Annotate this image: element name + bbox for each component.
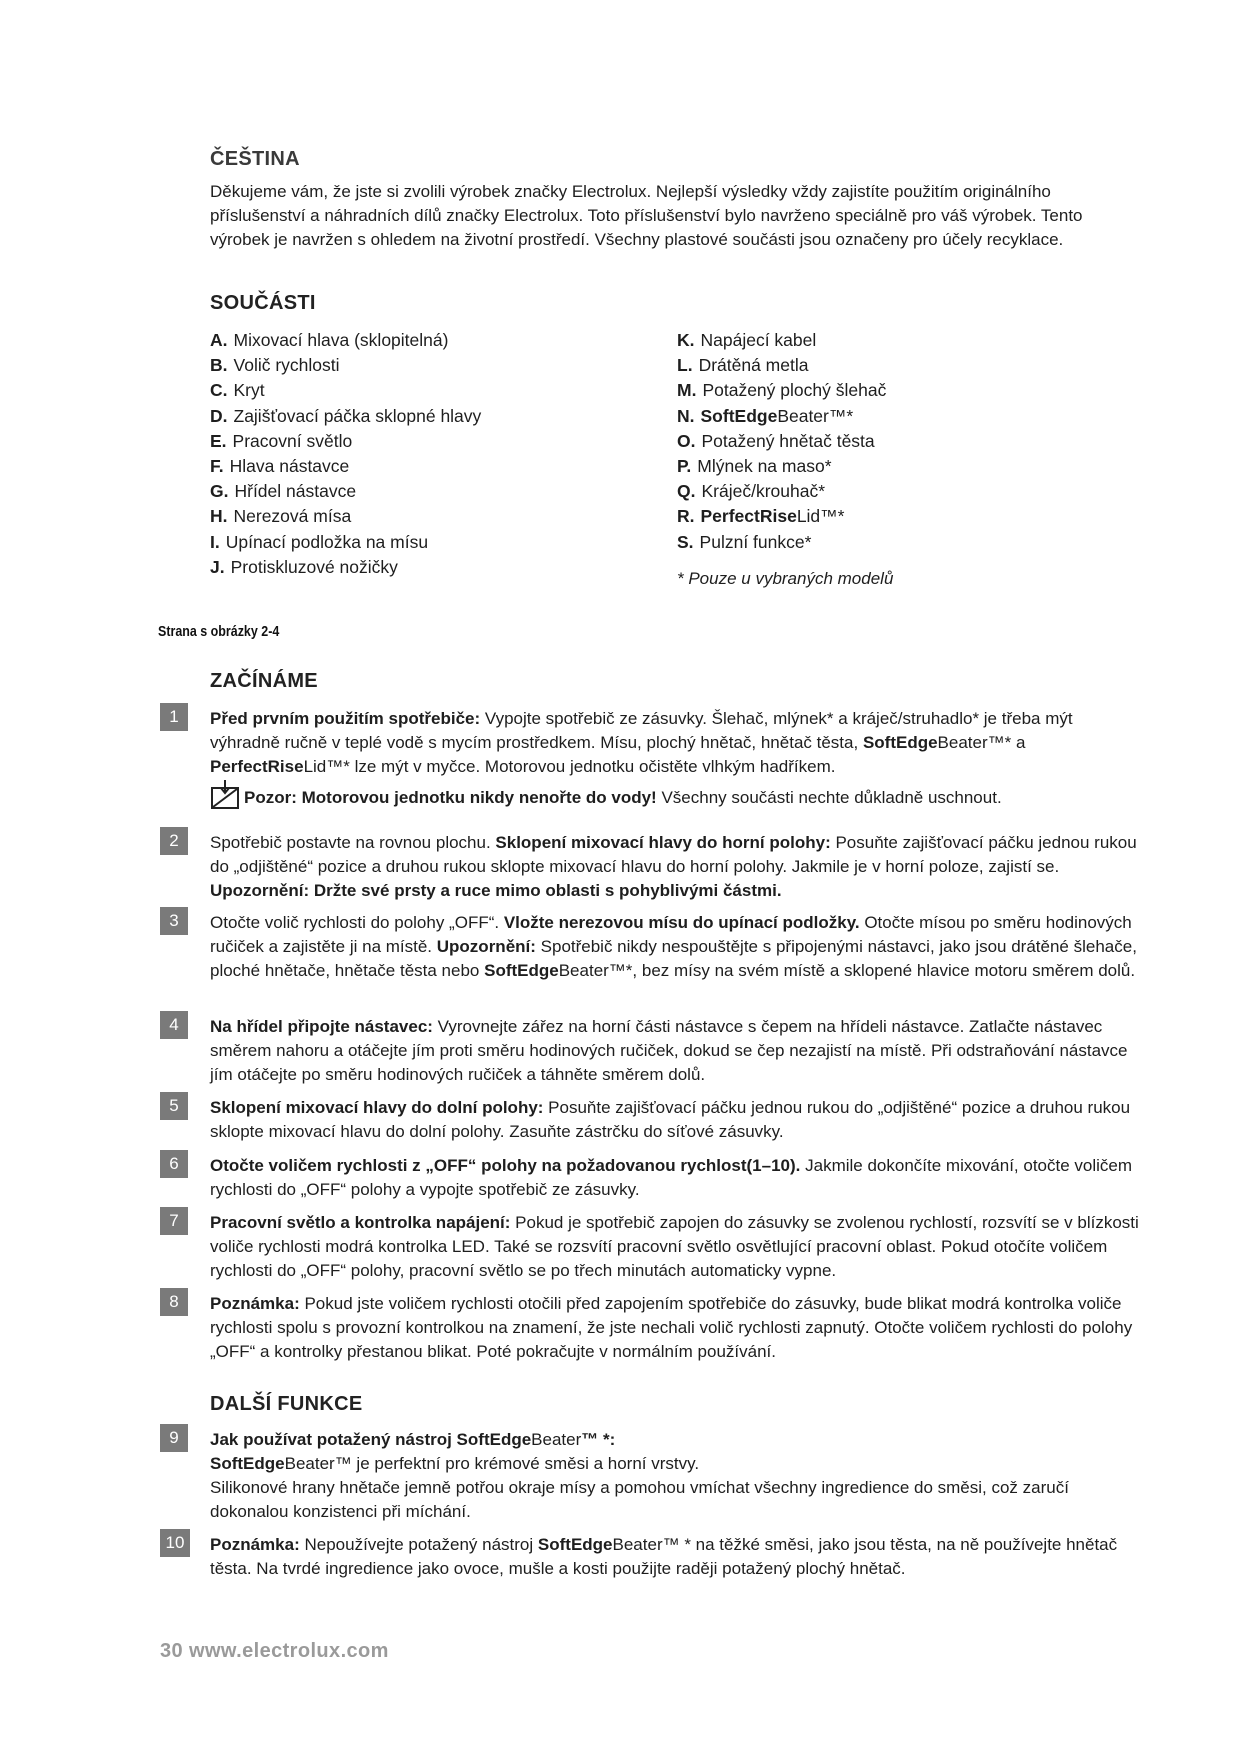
part-item: S. Pulzní funkce*: [677, 531, 812, 552]
step-text: Otočte voličem rychlosti z „OFF“ polohy na požadovanou rychlost(1–10). Jakmile dokončíte mixování, otočte voličem rychlosti do „OFF“ polohy a vypojte spotřebič ze zásuvky.: [210, 1156, 1133, 1199]
step-number-badge: 10: [160, 1529, 190, 1557]
step-text: Jak používat potažený nástroj SoftEdgeBeater™ *: SoftEdgeBeater™ je perfektní pro krémové směsi a horní vrstvy. Silikonové hrany hnětače jemně potřou okraje mísy a pomohou vmíchat všechny ingredience do směsi, což zaručí dokonalou konzistenci při míchání.: [210, 1430, 1069, 1521]
figures-page-label: Strana s obrázky 2-4: [158, 624, 280, 640]
step-number-badge: 3: [160, 907, 188, 935]
parts-list-left: [210, 328, 650, 580]
language-heading: ČEŠTINA: [210, 148, 300, 170]
step-text: Spotřebič postavte na rovnou plochu. Sklopení mixovací hlavy do horní polohy: Posuňte zajišťovací páčku jednou rukou do „odjištěné“ pozice a druhou rukou sklopte mixovací hlavu do horní polohy. Jakmile je v horní poloze, zajistí se. Upozornění: Držte své prsty a ruce mimo oblasti s pohyblivými částmi.: [210, 833, 1137, 900]
part-item: C. Kryt: [210, 380, 265, 401]
part-item: Q. Kráječ/krouhač*: [677, 481, 826, 502]
part-item: N. SoftEdgeBeater™*: [677, 405, 854, 426]
part-item: L. Drátěná metla: [677, 355, 809, 376]
step-number-badge: 5: [160, 1092, 188, 1120]
step-text: Poznámka: Pokud jste voličem rychlosti otočili před zapojením spotřebiče do zásuvky, bude blikat modrá kontrolka voliče rychlosti spolu s provozní kontrolkou na znamení, že jste nechali volič rychlosti zapnutý. Otočte voličem rychlosti do polohy „OFF“ a kontrolky přestanou blikat. Poté pokračujte v normálním používání.: [210, 1294, 1133, 1361]
parts-footnote: * Pouze u vybraných modelů: [677, 568, 894, 588]
step-number-badge: 1: [160, 703, 188, 731]
part-item: A. Mixovací hlava (sklopitelná): [210, 330, 449, 350]
part-item: D. Zajišťovací páčka sklopné hlavy: [210, 405, 482, 426]
getting-started-heading: ZAČÍNÁME: [210, 670, 318, 692]
part-item: E. Pracovní světlo: [210, 430, 353, 451]
parts-list-right: [677, 328, 1117, 589]
step-number-badge: 2: [160, 827, 188, 855]
page-footer: 30 www.electrolux.com: [160, 1640, 389, 1662]
step-number-badge: 9: [160, 1424, 188, 1452]
step-text: Pracovní světlo a kontrolka napájení: Pokud je spotřebič zapojen do zásuvky se zvolenou rychlostí, rozsvítí se v blízkosti voliče rychlosti modrá kontrolka LED. Také se rozsvítí pracovní světlo osvětlující pracovní oblast. Pokud otočíte voličem rychlosti do „OFF“ polohy, pracovní světlo se po třech minutách automaticky vypne.: [210, 1213, 1139, 1280]
part-item: I. Upínací podložka na mísu: [210, 531, 429, 552]
step-number-badge: 8: [160, 1288, 188, 1316]
part-item: J. Protiskluzové nožičky: [210, 556, 398, 577]
step-text: Sklopení mixovací hlavy do dolní polohy: Posuňte zajišťovací páčku jednou rukou do „odjištěné“ pozice a druhou rukou sklopte mixovací hlavu do dolní polohy. Zasuňte zástrčku do síťové zásuvky.: [210, 1098, 1131, 1141]
step-text: Poznámka: Nepoužívejte potažený nástroj SoftEdgeBeater™ * na těžké směsi, jako jsou těsta, na ně používejte hnětač těsta. Na tvrdé ingredience jako ovoce, mušle a kosti použijte raději potažený plochý hnětač.: [210, 1535, 1118, 1578]
part-item: M. Potažený plochý šlehač: [677, 380, 887, 401]
no-water-immersion-icon: [210, 780, 240, 817]
parts-heading: SOUČÁSTI: [210, 292, 316, 314]
part-item: G. Hřídel nástavce: [210, 481, 357, 502]
step-number-badge: 6: [160, 1150, 188, 1178]
step-text: Před prvním použitím spotřebiče: Vypojte spotřebič ze zásuvky. Šlehač, mlýnek* a kráječ/struhadlo* je třeba mýt výhradně ručně v teplé vodě s mycím prostředkem. Mísu, plochý hnětač, hnětač těsta, SoftEdgeBeater™* a PerfectRiseLid™* lze mýt v myčce. Motorovou jednotku očistěte vlhkým hadříkem.: [210, 709, 1073, 776]
step-text: Na hřídel připojte nástavec: Vyrovnejte zářez na horní části nástavce s čepem na hřídeli nástavce. Zatlačte nástavec směrem nahoru a otáčejte jím proti směru hodinových ručiček, dokud se čep nezajistí na místě. Při odstraňování nástavce jím otáčejte po směru hodinových ručiček a táhněte směrem dolů.: [210, 1017, 1128, 1084]
step-text: Otočte volič rychlosti do polohy „OFF“. Vložte nerezovou mísu do upínací podložky. Otočte mísou po směru hodinových ručiček a zajistěte ji na místě. Upozornění: Spotřebič nikdy nespouštějte s připojenými nástavci, jako jsou drátěné šlehače, ploché hnětače, hnětače těsta nebo SoftEdgeBeater™*, bez mísy na svém místě a sklopené hlavice motoru směrem dolů.: [210, 913, 1137, 980]
part-item: F. Hlava nástavce: [210, 456, 350, 477]
part-item: H. Nerezová mísa: [210, 506, 352, 527]
caution-note: Pozor: Motorovou jednotku nikdy nenořte do vody! Všechny součásti nechte důkladně uschnout.: [210, 780, 1110, 817]
part-item: P. Mlýnek na maso*: [677, 456, 832, 477]
step-number-badge: 7: [160, 1207, 188, 1235]
intro-text: Děkujeme vám, že jste si zvolili výrobek značky Electrolux. Nejlepší výsledky vždy zajistíte použitím originálního příslušenství a náhradních dílů značky Electrolux. Toto příslušenství bylo navrženo speciálně pro váš výrobek. Tento výrobek je navržen s ohledem na životní prostředí. Všechny plastové součásti jsou označeny pro účely recyklace.: [210, 182, 1083, 249]
step-number-badge: 4: [160, 1011, 188, 1039]
part-item: K. Napájecí kabel: [677, 330, 817, 350]
more-functions-heading: DALŠÍ FUNKCE: [210, 1393, 363, 1415]
part-item: R. PerfectRiseLid™*: [677, 506, 845, 527]
part-item: B. Volič rychlosti: [210, 355, 340, 376]
part-item: O. Potažený hnětač těsta: [677, 430, 875, 451]
intro-block: [210, 180, 1130, 252]
